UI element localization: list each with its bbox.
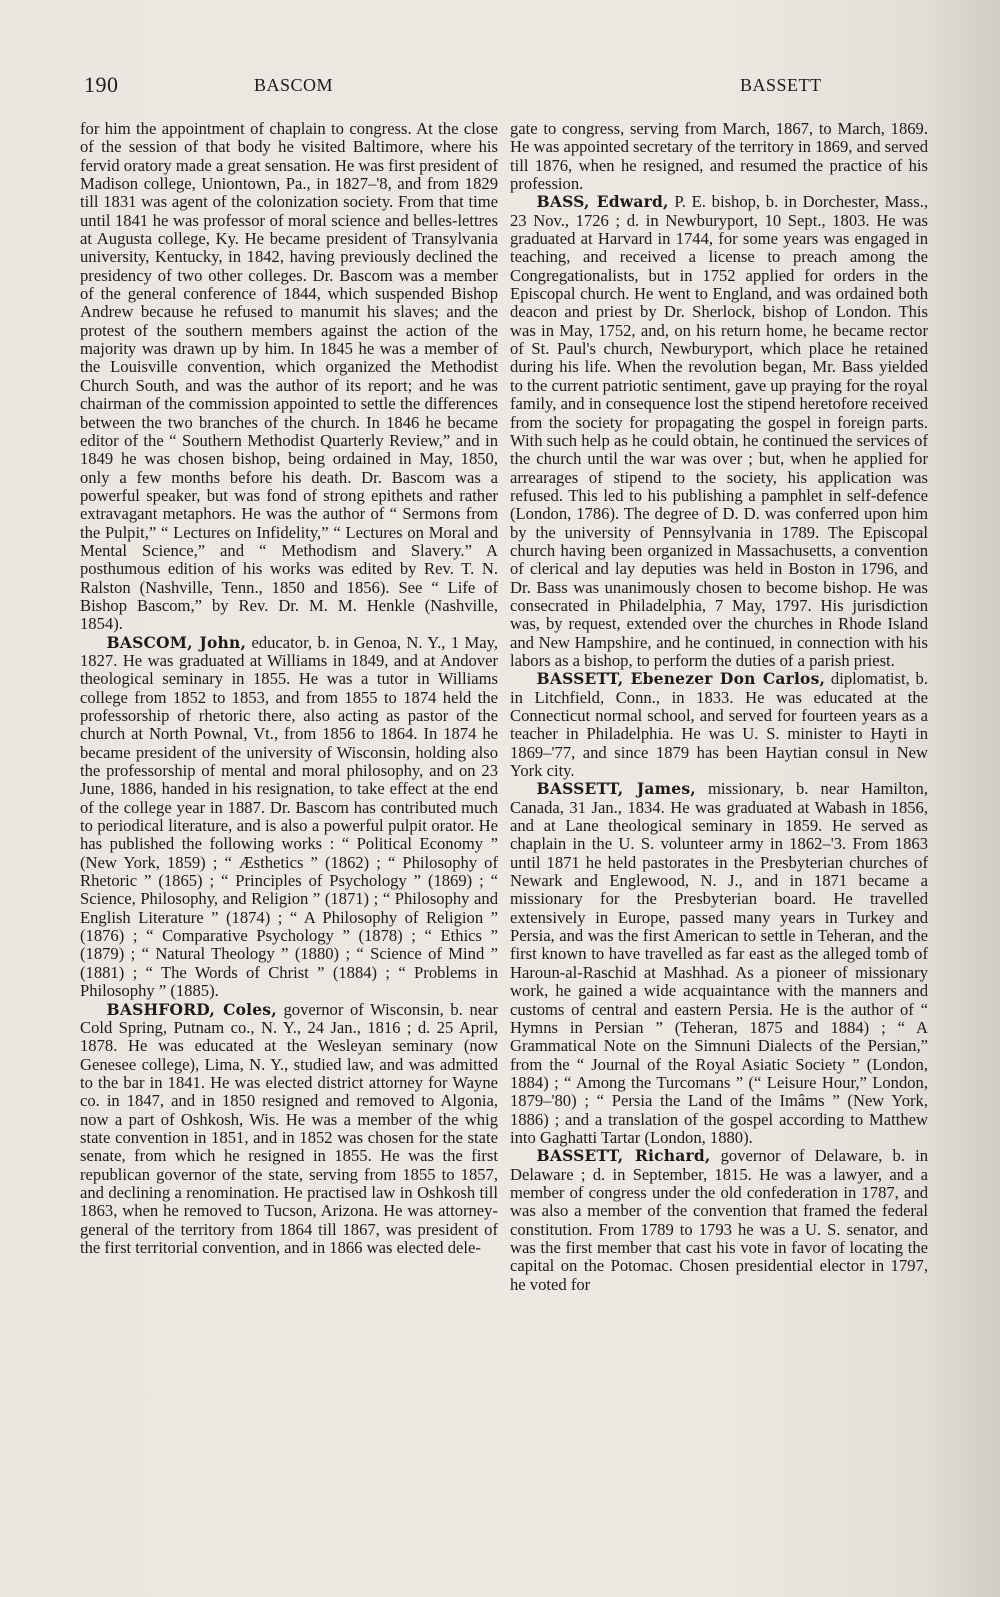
entry-text: educator, b. in Genoa, N. Y., 1 May, 1827. He was graduated at Williams in 1849, and at Andover theological seminary in 1855. He was a tutor in Williams college from 1852 to 1853, and from 1855 to 1874 held the professorship of rhetoric there, also acting as pastor of the church at North Pownal, Vt., from 1856 to 1864. In 1874 he became president of the university of Wisconsin, holding also the professorship of mental and moral philosophy, and on 23 June, 1886, handed in his resignation, to take effect at the end of the college year in 1887. Dr. Bascom has contributed much to periodical literature, and is also a powerful pulpit orator. He has published the following works : “ Political Economy ” (New York, 1859) ; “ Æsthetics ” (1862) ; “ Philosophy of Rhetoric ” (1865) ; “ Principles of Psychology ” (1869) ; “ Science, Philosophy, and Religion ” (1871) ; “ Philosophy and English Literature ” (1874) ; “ A Philosophy of Religion ” (1876) ; “ Comparative Psychology ” (1878) ; “ Ethics ” (1879) ; “ Natural Theology ” (1880) ; “ Science of Mind ” (1881) ; “ The Words of Christ ” (1884) ; “ Problems in Philosophy ” (1885). — [80, 632, 498, 1001]
entry-name: BASHFORD, Coles, — [106, 999, 277, 1019]
entry-bashford-coles — [80, 1001, 498, 1258]
entry-name: BASCOM, John, — [106, 632, 247, 652]
entry-bass-edward — [510, 193, 928, 670]
entry-name: BASS, Edward, — [536, 192, 669, 212]
entry-text: governor of Delaware, b. in Delaware ; d. in September, 1815. He was a lawyer, and a member of congress under the old confederation in 1787, and was also a member of the convention that framed the federal constitution. From 1789 to 1793 he was a U. S. senator, and was the first member that cast his vote in favor of locating the capital on the Potomac. Chosen presidential elector in 1797, he voted for — [510, 1146, 928, 1294]
entry-name: BASSETT, Ebenezer Don Carlos, — [536, 669, 826, 689]
entry-bassett-ebenezer — [510, 670, 928, 780]
left-running-head: BASCOM — [254, 75, 334, 95]
entry-bascom-john — [80, 634, 498, 1001]
entry-text: missionary, b. near Hamilton, Canada, 31 Jan., 1834. He was graduated at Wabash in 1856, and at Lane theological seminary in 1859. He served as chaplain in the U. S. volunteer army in 1862–'3. From 1863 until 1871 he held pastorates in the Presbyterian churches of Newark and Englewood, N. J., and in 1871 became a missionary for the Presbyterian board. He travelled extensively in Europe, passed many years in Turkey and Persia, and was the first American to settle in Teheran, and the first known to have travelled as far east as the alleged tomb of Haroun-al-Raschid at Mashhad. As a pioneer of missionary work, he gained a wide acquaintance with the manners and customs of central and eastern Persia. He is the author of “ Hymns in Persian ” (Teheran, 1875 and 1884) ; “ A Grammatical Note on the Simnuni Dialects of the Persian,” from the “ Journal of the Royal Asiatic Society ” (London, 1884) ; “ Among the Turcomans ” (“ Leisure Hour,” London, 1879–'80) ; “ Persia the Land of the Imâms ” (New York, 1886) ; and a translation of the gospel according to Matthew into Gaghatti Tartar (London, 1880). — [510, 779, 928, 1147]
continued-entry-text: for him the appointment of chaplain to congress. At the close of the session of that body he visited Baltimore, where his fervid oratory made a great sensation. He was first president of Madison college, Uniontown, Pa., in 1827–'8, and from 1829 till 1831 was agent of the colonization society. From that time until 1841 he was professor of moral science and belles-lettres at Augusta college, Ky. He became president of Transylvania university, Kentucky, in 1842, having previously declined the presidency of two other colleges. Dr. Bascom was a member of the general conference of 1844, which suspended Bishop Andrew because he refused to manumit his slaves; and the protest of the southern members against the action of the majority was drawn up by him. In 1845 he was a member of the Louisville convention, which organized the Methodist Church South, and was the author of its report; and he was chairman of the commission appointed to settle the differences between the two branches of the church. In 1846 he became editor of the “ Southern Methodist Quarterly Review,” and in 1849 he was chosen bishop, being ordained in May, 1850, only a few months before his death. Dr. Bascom was a powerful speaker, but was fond of strong epithets and rather extravagant metaphors. He was the author of “ Sermons from the Pulpit,” “ Lectures on Infidelity,” “ Lectures on Moral and Mental Science,” and “ Methodism and Slavery.” A posthumous edition of his works was edited by Rev. T. N. Ralston (Nashville, Tenn., 1850 and 1856). See “ Life of Bishop Bascom,” by Rev. Dr. M. M. Henkle (Nashville, 1854). — [80, 119, 498, 634]
entry-text: governor of Wisconsin, b. near Cold Spring, Putnam co., N. Y., 24 Jan., 1816 ; d. 25 April, 1878. He was educated at the Wesleyan seminary (now Genesee college), Lima, N. Y., studied law, and was admitted to the bar in 1841. He was elected district attorney for Wayne co. in 1847, and in 1850 resigned and removed to Algonia, now a part of Oshkosh, Wis. He was a member of the whig state convention in 1851, and in 1852 was chosen for the state senate, from which he resigned in 1855. He was the first republican governor of the state, serving from 1855 to 1857, and declining a renomination. He practised law in Oshkosh till 1863, when he removed to Tucson, Arizona. He was attorney-general of the territory from 1864 till 1867, was president of the first territorial convention, and in 1866 was elected dele- — [80, 999, 498, 1257]
entry-text: diplomatist, b. in Litchfield, Conn., in 1833. He was educated at the Connecticut normal school, and served for fourteen years as a teacher in Philadelphia. He was U. S. minister to Hayti in 1869–'77, and since 1879 has been Haytian consul in New York city. — [510, 669, 928, 781]
right-column — [510, 120, 928, 1294]
page-number: 190 — [84, 72, 119, 97]
entry-name: BASSETT, Richard, — [536, 1146, 711, 1166]
left-column — [80, 120, 498, 1257]
entry-name: BASSETT, James, — [536, 779, 696, 799]
entry-bassett-richard — [510, 1147, 928, 1294]
continued-entry-text: gate to congress, serving from March, 1867, to March, 1869. He was appointed secretary of the territory in 1869, and served till 1876, when he resigned, and resumed the practice of his profession. — [510, 119, 928, 194]
entry-bassett-james — [510, 780, 928, 1147]
running-header — [84, 72, 920, 102]
right-running-head: BASSETT — [740, 75, 822, 95]
entry-text: P. E. bishop, b. in Dorchester, Mass., 23 Nov., 1726 ; d. in Newburyport, 10 Sept., 1803. He was graduated at Harvard in 1744, for some years was engaged in teaching, and received a license to preach among the Congregationalists, but in 1752 applied for orders in the Episcopal church. He went to England, and was ordained both deacon and priest by Dr. Sherlock, bishop of London. This was in May, 1752, and, on his return home, he became rector of St. Paul's church, Newburyport, which place he retained during his life. When the revolution began, Mr. Bass yielded to the current patriotic sentiment, gave up praying for the royal family, and in consequence lost the stipend heretofore received from the society for propagating the gospel in foreign parts. With such help as he could obtain, he continued the services of the church until the war was over ; but, when he applied for arrearages of stipend to the society, his application was refused. This led to his publishing a pamphlet in self-defence (London, 1786). The degree of D. D. was conferred upon him by the university of Pennsylvania in 1789. The Episcopal church having been organized in Massachusetts, a convention of clerical and lay deputies was held in Boston in 1796, and Dr. Bass was unanimously chosen to become bishop. He was consecrated in Philadelphia, 7 May, 1797. His jurisdiction was, by request, extended over the churches in Rhode Island and New Hampshire, and he continued, in connection with his labors as a bishop, to perform the duties of a parish priest. — [510, 192, 929, 670]
